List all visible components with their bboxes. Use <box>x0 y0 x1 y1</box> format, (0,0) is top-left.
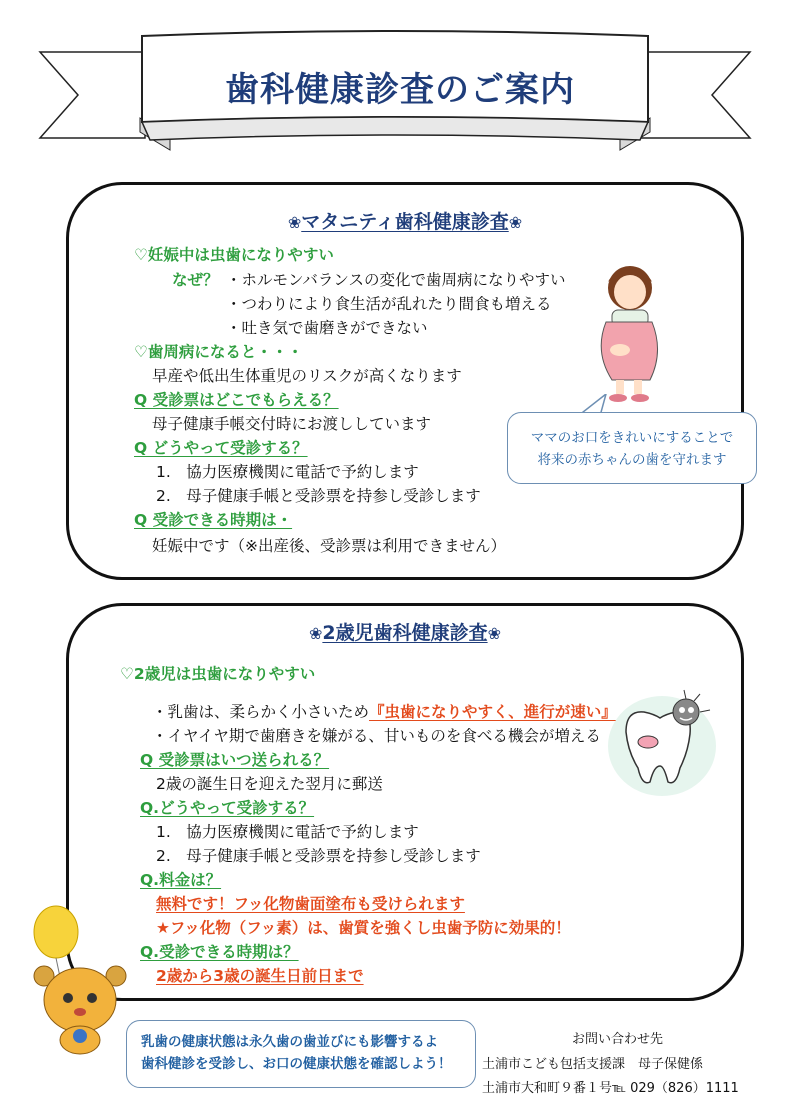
maternity-q4-heading: Q どうやって受診する？ <box>134 439 308 457</box>
reason-item: ・つわりにより食生活が乱れたり間食も増える <box>226 295 552 313</box>
maternity-title: ❀マタニティ歯科健康診査❀ <box>287 211 523 233</box>
highlight-text: 『虫歯になりやすく、進行が速い』 <box>369 703 617 721</box>
toddler-q5-answer: 2歳から3歳の誕生日前日まで <box>156 967 364 985</box>
mascot-speech-bubble <box>126 1020 476 1088</box>
reason-item: ・ホルモンバランスの変化で歯周病になりやすい <box>226 271 566 289</box>
toddler-q1-heading: ♡2歳児は虫歯になりやすい <box>120 665 316 683</box>
flower-icon: ❀ <box>287 213 302 232</box>
flower-icon: ❀ <box>308 624 323 643</box>
maternity-q2-answer: 早産や低出生体重児のリスクが高くなります <box>152 367 462 385</box>
bubble-line: 乳歯の健康状態は永久歯の歯並びにも影響するよ <box>141 1034 438 1050</box>
toddler-point1: ・乳歯は、柔らかく小さいため『虫歯になりやすく、進行が速い』 <box>152 703 617 721</box>
contact-label: お問い合わせ先 <box>572 1032 664 1047</box>
toddler-q2-answer: 2歳の誕生日を迎えた翌月に郵送 <box>156 775 383 793</box>
contact-address: 土浦市大和町９番１号℡ 029（826）1111 <box>482 1081 739 1096</box>
maternity-q5-heading: Q 受診できる時期は・ <box>134 511 293 529</box>
maternity-speech-bubble <box>507 412 757 484</box>
tooth-icon: ♡ <box>134 246 148 264</box>
maternity-q3-heading: Q 受診票はどこでもらえる？ <box>134 391 339 409</box>
flower-icon: ❀ <box>508 213 523 232</box>
maternity-q1-heading: ♡妊娠中は虫歯になりやすい <box>134 246 334 264</box>
page-title: 歯科健康診査のご案内 <box>225 70 575 110</box>
tooth-icon: ♡ <box>120 665 134 683</box>
pregnant-woman-illustration <box>578 262 674 404</box>
mascot-illustration <box>20 904 140 1060</box>
toddler-q4-heading: Q.料金は？ <box>140 871 222 889</box>
contact-department: 土浦市こども包括支援課 母子保健係 <box>482 1057 704 1072</box>
bubble-line: 将来の赤ちゃんの歯を守れます <box>537 452 727 468</box>
maternity-q3-answer: 母子健康手帳交付時にお渡ししています <box>152 415 432 433</box>
maternity-step: 1. 協力医療機関に電話で予約します <box>156 463 419 481</box>
toddler-q4-answer1: 無料です！フッ化物歯面塗布も受けられます <box>156 895 465 913</box>
bubble-line: ママのお口をきれいにすることで <box>530 430 734 446</box>
maternity-step: 2. 母子健康手帳と受診票を持参し受診します <box>156 487 481 505</box>
toddler-q4-answer2: ★フッ化物（フッ素）は、歯質を強くし虫歯予防に効果的！ <box>156 919 571 937</box>
tooth-icon: ♡ <box>134 343 148 361</box>
reason-item: ・吐き気で歯磨きができない <box>226 319 428 337</box>
toddler-q2-heading: Q 受診票はいつ送られる？ <box>140 751 330 769</box>
toddler-q3-heading: Q.どうやって受診する？ <box>140 799 315 817</box>
toddler-q5-heading: Q.受診できる時期は？ <box>140 943 299 961</box>
toddler-step: 1. 協力医療機関に電話で予約します <box>156 823 419 841</box>
bubble-line: 歯科健診を受診し、お口の健康状態を確認しよう！ <box>141 1056 452 1072</box>
why-label: なぜ？ <box>172 271 219 289</box>
flower-icon: ❀ <box>487 624 502 643</box>
tooth-germ-illustration <box>604 686 720 802</box>
toddler-point2: ・イヤイヤ期で歯磨きを嫌がる、甘いものを食べる機会が増える <box>152 727 601 745</box>
maternity-q2-heading: ♡歯周病になると・・・ <box>134 343 303 361</box>
maternity-q5-answer: 妊娠中です（※出産後、受診票は利用できません） <box>152 537 506 555</box>
toddler-step: 2. 母子健康手帳と受診票を持参し受診します <box>156 847 481 865</box>
toddler-title: ❀2歳児歯科健康診査❀ <box>308 622 502 644</box>
